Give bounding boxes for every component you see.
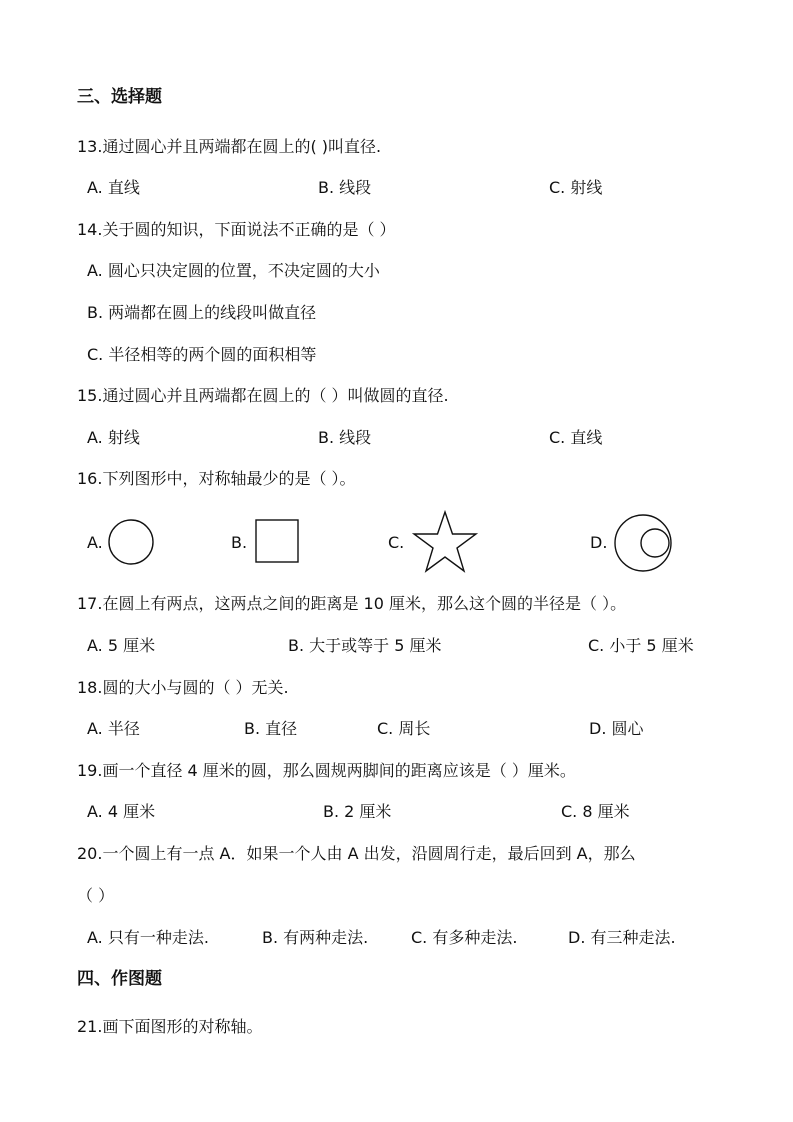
q17-option-a: A. 5 厘米 — [87, 636, 156, 655]
q15-option-b: B. 线段 — [318, 428, 372, 447]
q16-option-b: B. — [231, 533, 248, 552]
q17-option-c: C. 小于 5 厘米 — [588, 636, 694, 655]
q18-option-b: B. 直径 — [244, 719, 298, 738]
q13-option-c: C. 射线 — [549, 178, 603, 197]
square-icon — [255, 519, 300, 564]
question-19-stem: 19.画一个直径 4 厘米的圆，那么圆规两脚间的距离应该是（ ）厘米。 — [77, 761, 576, 780]
question-21-stem: 21.画下面图形的对称轴。 — [77, 1017, 263, 1036]
circle-icon — [107, 517, 155, 567]
q20-option-b: B. 有两种走法. — [262, 928, 369, 947]
q15-option-a: A. 射线 — [87, 428, 140, 447]
star-icon — [411, 509, 479, 575]
question-15-stem: 15.通过圆心并且两端都在圆上的（ ）叫做圆的直径. — [77, 386, 449, 405]
q16-option-a: A. — [87, 533, 103, 552]
q18-option-a: A. 半径 — [87, 719, 140, 738]
q14-option-a: A. 圆心只决定圆的位置，不决定圆的大小 — [87, 261, 380, 280]
question-16-stem: 16.下列图形中，对称轴最少的是（ ）。 — [77, 469, 356, 488]
question-20-blank: （ ） — [77, 886, 115, 905]
q20-option-d: D. 有三种走法. — [568, 928, 676, 947]
q13-option-b: B. 线段 — [318, 178, 372, 197]
circle-in-circle-icon — [612, 512, 674, 574]
q14-option-b: B. 两端都在圆上的线段叫做直径 — [87, 303, 317, 322]
q16-option-d: D. — [590, 533, 608, 552]
q19-option-b: B. 2 厘米 — [323, 802, 392, 821]
q19-option-c: C. 8 厘米 — [561, 802, 630, 821]
q18-option-c: C. 周长 — [377, 719, 431, 738]
question-20-stem: 20.一个圆上有一点 A．如果一个人由 A 出发，沿圆周行走，最后回到 A，那么 — [77, 844, 636, 863]
question-18-stem: 18.圆的大小与圆的（ ）无关. — [77, 678, 289, 697]
question-14-stem: 14.关于圆的知识，下面说法不正确的是（ ） — [77, 220, 396, 239]
q14-option-c: C. 半径相等的两个圆的面积相等 — [87, 345, 317, 364]
section-title-choice: 三、选择题 — [77, 87, 162, 107]
q20-option-a: A. 只有一种走法. — [87, 928, 209, 947]
question-13-stem: 13.通过圆心并且两端都在圆上的( )叫直径. — [77, 137, 382, 156]
q17-option-b: B. 大于或等于 5 厘米 — [288, 636, 442, 655]
q20-option-c: C. 有多种走法. — [411, 928, 518, 947]
q18-option-d: D. 圆心 — [589, 719, 644, 738]
q15-option-c: C. 直线 — [549, 428, 603, 447]
q16-option-c: C. — [388, 533, 405, 552]
q19-option-a: A. 4 厘米 — [87, 802, 156, 821]
question-17-stem: 17.在圆上有两点，这两点之间的距离是 10 厘米，那么这个圆的半径是（ ）。 — [77, 594, 627, 613]
q13-option-a: A. 直线 — [87, 178, 140, 197]
section-title-drawing: 四、作图题 — [77, 969, 162, 989]
